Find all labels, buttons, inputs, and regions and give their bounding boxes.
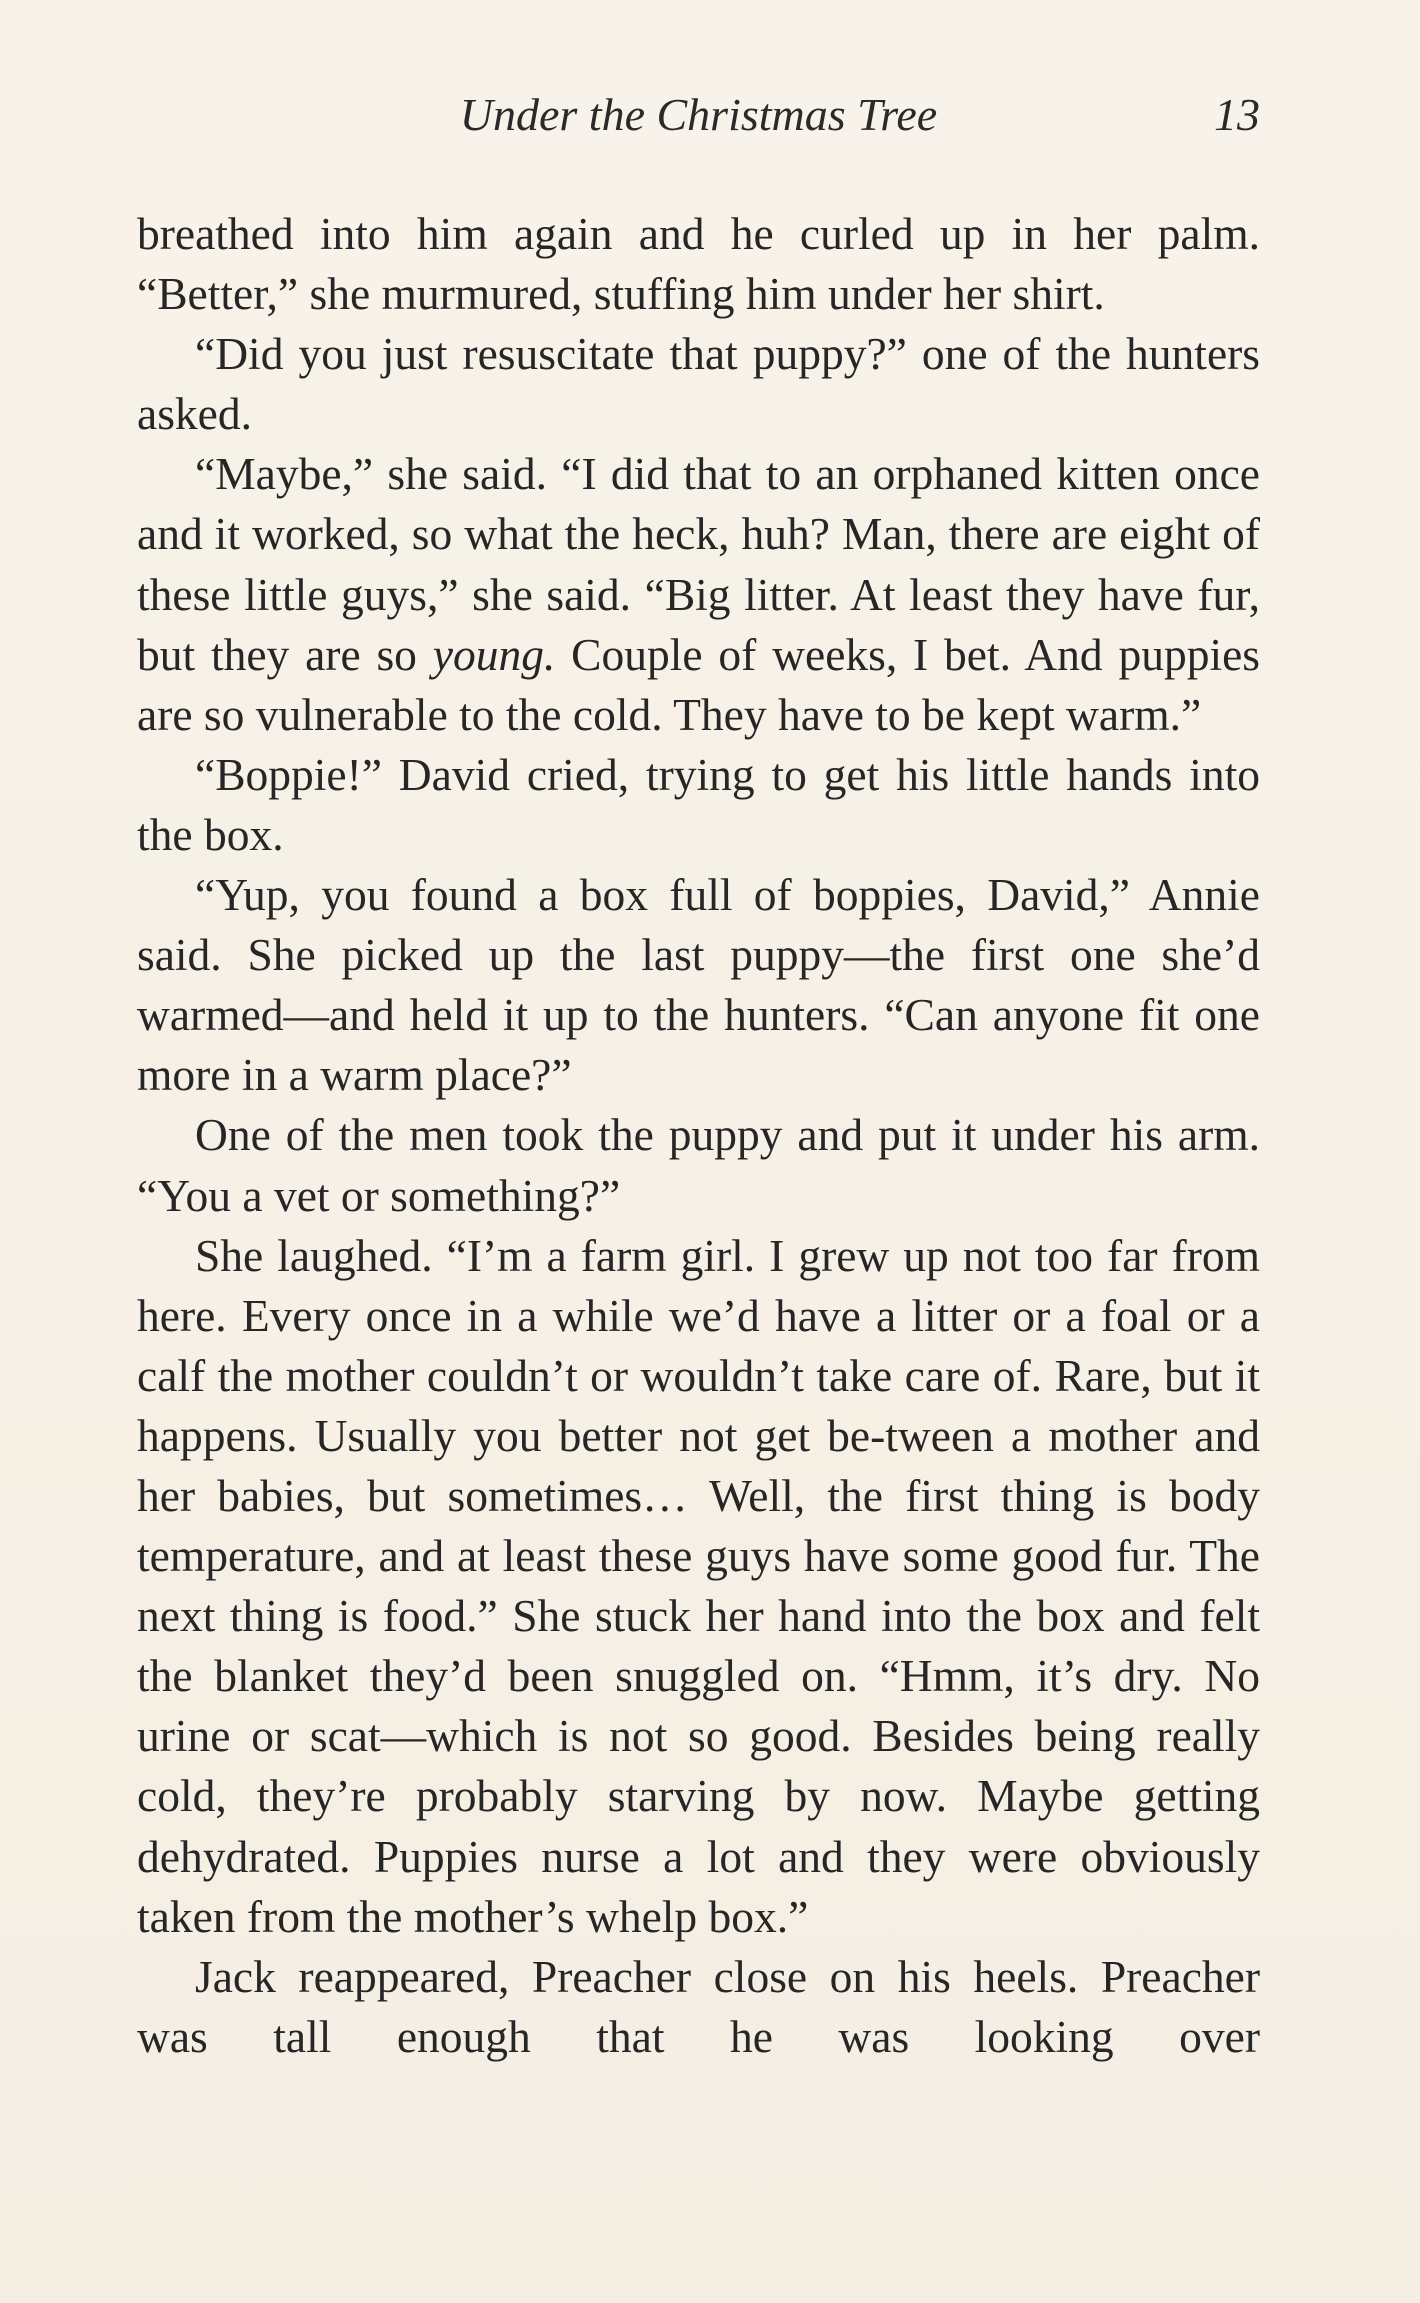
page-header	[137, 88, 1260, 158]
paragraph-6: One of the men took the puppy and put it under his arm. “You a vet or something?”	[137, 1109, 1260, 1221]
running-title: Under the Christmas Tree	[459, 89, 938, 140]
body-text	[137, 204, 1260, 2067]
paragraph-2: “Did you just resuscitate that puppy?” one of the hunters asked.	[137, 328, 1260, 440]
paragraph-4: “Boppie!” David cried, trying to get his little hands into the box.	[137, 748, 1260, 860]
paragraph-7: She laughed. “I’m a farm girl. I grew up not too far from here. Every once in a while we’d have a litter or a foal or a calf the mother couldn’t or wouldn’t take care of. Rare, but it happens. Usually you better not get be-tween a mother and her babies, but sometimes… Well, the first thing is body temperature, and at least these guys have some good fur. The next thing is food.” She stuck her hand into the box and felt the blanket they’d been snuggled on. “Hmm, it’s dry. No urine or scat—which is not so good. Besides being really cold, they’re probably starving by now. Maybe getting dehydrated. Puppies nurse a lot and they were obviously taken from the mother’s whelp box.”	[137, 1229, 1260, 1942]
paragraph-3-part-1: “Maybe,” she said. “I did that to an orphaned kitten once and it worked, so what the heck, huh? Man, there are eight of these little guys,” she said. “Big litter. At least they have fur, but they are so	[137, 448, 1260, 680]
paragraph-8: Jack reappeared, Preacher close on his heels. Preacher was tall enough that he was looking over	[137, 1950, 1260, 2062]
paragraph-1: breathed into him again and he curled up in her palm. “Better,” she murmured, stuffing him under her shirt.	[137, 208, 1260, 320]
paragraph-3	[137, 444, 1260, 744]
paragraph-3-part-2: Couple of weeks, I bet. And puppies are so vulnerable to the cold. They have to be kept warm.”	[137, 628, 1261, 740]
emphasis-young: young.	[432, 628, 556, 680]
paragraph-5: “Yup, you found a box full of boppies, David,” Annie said. She picked up the last puppy—the first one she’d warmed—and held it up to the hunters. “Can anyone fit one more in a warm place?”	[137, 869, 1260, 1101]
page-number: 13	[1214, 89, 1260, 140]
